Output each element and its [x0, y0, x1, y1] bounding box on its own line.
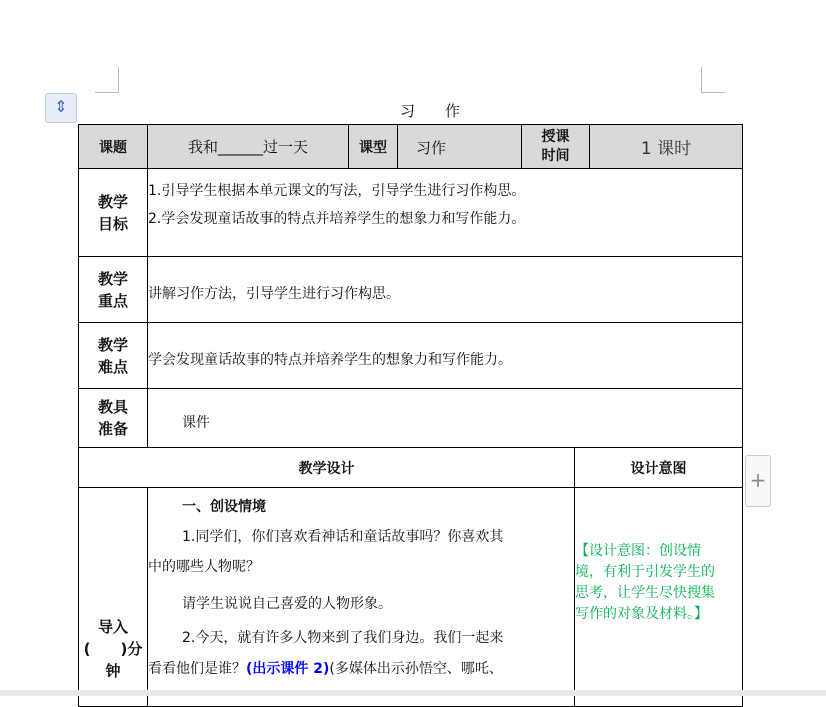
design-header: 教学设计 — [78, 447, 575, 488]
margin-mark — [95, 92, 119, 93]
label-line: 难点 — [97, 357, 128, 376]
label-goals — [78, 168, 148, 257]
section-heading: 一、创设情境 — [182, 499, 266, 515]
courseware-reference: (出示课件 2) — [246, 661, 330, 677]
tools-text: 课件 — [147, 388, 743, 448]
time-value: 1 课时 — [589, 124, 743, 169]
type-value: 习作 — [397, 124, 522, 169]
label-intro — [79, 616, 147, 682]
intent-header: 设计意图 — [574, 447, 743, 488]
add-row-button[interactable]: + — [745, 455, 771, 507]
intro-content — [147, 487, 575, 707]
margin-mark — [701, 92, 725, 93]
goal-item: 1.引导学生根据本单元课文的写法，引导学生进行习作构思。 — [148, 183, 526, 199]
design-intent — [574, 487, 743, 707]
label-line: 目标 — [97, 214, 128, 233]
label-line: 教具 — [97, 398, 128, 416]
topic-blank: ______ — [218, 137, 263, 156]
intent-line: 写作的对象及材料。】 — [575, 606, 708, 622]
status-bar — [0, 690, 826, 696]
intent-line: 【设计意图：创设情 — [575, 543, 701, 559]
label-line: 教学 — [97, 335, 128, 354]
label-line: 教学 — [97, 192, 128, 211]
label-focus — [78, 256, 148, 323]
intent-line: 思考，让学生尽快搜集 — [575, 585, 715, 601]
label-time-line1: 授课 — [541, 128, 570, 145]
label-type: 课型 — [348, 124, 398, 169]
label-line: 重点 — [97, 291, 128, 310]
intent-line: 境，有利于引发学生的 — [575, 564, 715, 580]
margin-mark — [118, 67, 119, 93]
paragraph: 中的哪些人物呢？ — [148, 559, 260, 575]
paragraph: 1.同学们，你们喜欢看神话和童话故事吗？你喜欢其 — [182, 529, 504, 545]
margin-mark — [701, 67, 702, 93]
paragraph — [148, 658, 503, 678]
paragraph: 2.今天，就有许多人物来到了我们身边。我们一起来 — [182, 630, 504, 646]
paragraph-text: 看看他们是谁？ — [148, 661, 246, 677]
label-topic: 课题 — [78, 124, 148, 169]
label-difficulty — [78, 322, 148, 389]
table-move-handle[interactable]: ⇕ — [45, 93, 77, 123]
paragraph: 请学生说说自己喜爱的人物形象。 — [182, 596, 392, 612]
goals-text — [147, 168, 743, 257]
label-line: 导入 — [97, 618, 128, 636]
document-title: 习 作 — [400, 102, 461, 120]
topic-prefix: 我和 — [187, 138, 218, 156]
paragraph-text: (多媒体出示孙悟空、哪吒、 — [329, 661, 503, 677]
label-time — [521, 124, 590, 169]
label-line: 准备 — [97, 420, 128, 438]
difficulty-text: 学会发现童话故事的特点并培养学生的想象力和写作能力。 — [147, 322, 743, 389]
topic-suffix: 过一天 — [263, 138, 309, 156]
focus-text: 讲解习作方法，引导学生进行习作构思。 — [147, 256, 743, 323]
goal-item: 2.学会发现童话故事的特点并培养学生的想象力和写作能力。 — [148, 211, 526, 227]
topic-value — [147, 124, 349, 169]
label-line: 教学 — [97, 269, 128, 288]
label-line: ( )分 — [83, 640, 143, 658]
label-tools — [78, 388, 148, 448]
intro-label-cell — [78, 487, 148, 707]
label-line: 钟 — [105, 662, 121, 680]
label-time-line2: 时间 — [541, 147, 570, 164]
